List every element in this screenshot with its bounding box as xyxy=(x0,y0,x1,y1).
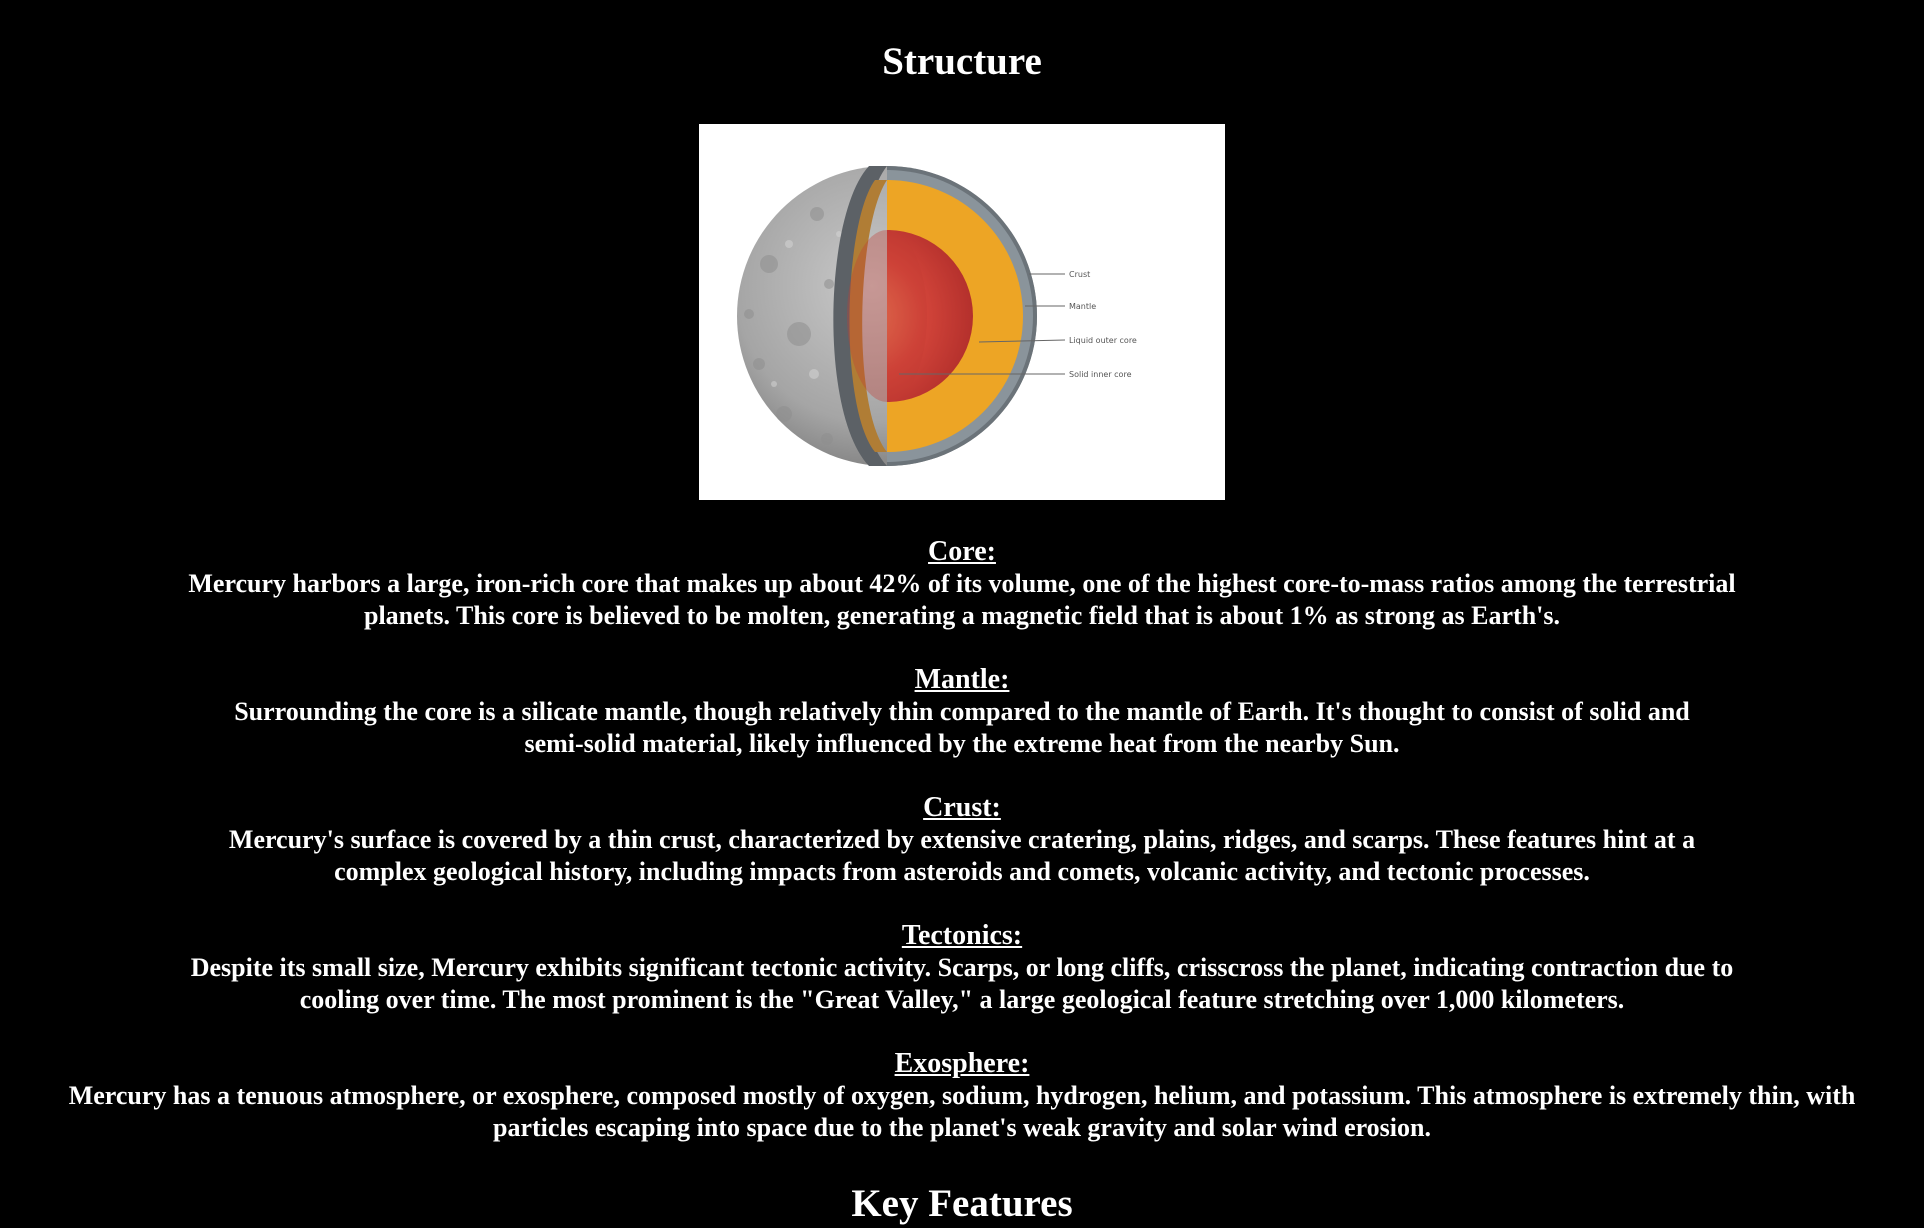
entry-heading: Crust: xyxy=(923,792,1001,823)
entry-body: Mercury has a tenuous atmosphere, or exosphere, composed mostly of oxygen, sodium, hydrogen, helium, and potassium. This atmosphere is extremely thin, with particles escaping into space due to the planet's weak gravity and solar wind erosion. xyxy=(68,1081,1856,1142)
structure-entries xyxy=(0,536,1924,1144)
section-title: Structure xyxy=(882,40,1042,83)
entry-body: Surrounding the core is a silicate mantle, though relatively thin compared to the mantle of Earth. It's thought to consist of solid and semi-solid material, likely influenced by the extreme heat from the nearby Sun. xyxy=(234,697,1690,758)
entry-heading: Core: xyxy=(928,536,996,567)
entry-crust xyxy=(0,792,1924,888)
label-outer-core: Liquid outer core xyxy=(1069,336,1137,345)
entry-body: Despite its small size, Mercury exhibits significant tectonic activity. Scarps, or long cliffs, crisscross the planet, indicating contraction due to cooling over time. The most prominent is the "Great Valley," a large geological feature stretching over 1,000 kilometers. xyxy=(190,953,1734,1014)
mercury-structure-diagram xyxy=(699,124,1225,500)
entry-body: Mercury's surface is covered by a thin crust, characterized by extensive cratering, plains, ridges, and scarps. These features hint at a complex geological history, including impacts from asteroids and comets, volcanic activity, and tectonic processes. xyxy=(228,825,1696,886)
label-crust: Crust xyxy=(1069,270,1091,279)
entry-exosphere xyxy=(0,1048,1924,1144)
label-mantle: Mantle xyxy=(1069,302,1097,311)
core-face xyxy=(847,230,927,402)
entry-heading: Exosphere: xyxy=(894,1048,1030,1079)
entry-core xyxy=(0,536,1924,632)
entry-body: Mercury harbors a large, iron-rich core that makes up about 42% of its volume, one of the highest core-to-mass ratios among the terrestrial planets. This core is believed to be molten, generating a magnetic field that is about 1% as strong as Earth's. xyxy=(188,569,1736,630)
entry-mantle xyxy=(0,664,1924,760)
label-inner-core: Solid inner core xyxy=(1069,370,1132,379)
entry-tectonics xyxy=(0,920,1924,1016)
entry-heading: Mantle: xyxy=(914,664,1010,695)
mercury-structure-svg xyxy=(699,124,1225,500)
next-section-title: Key Features xyxy=(851,1182,1073,1225)
entry-heading: Tectonics: xyxy=(901,920,1023,951)
